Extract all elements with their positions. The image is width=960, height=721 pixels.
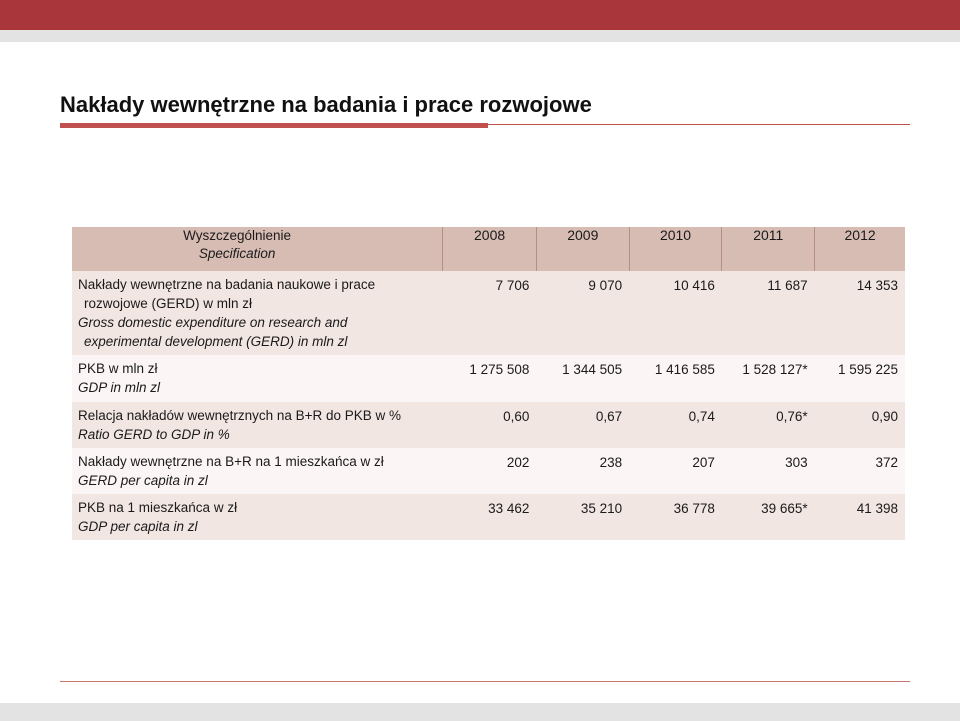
row-label-en-1: GDP per capita in zl [78,519,198,534]
cell-2008: 202 [443,448,537,494]
year-header-2010: 2010 [629,227,722,271]
row-label [72,448,443,494]
cell-2011: 303 [722,448,815,494]
row-label [72,402,443,448]
row-label-pl-2: rozwojowe (GERD) w mln zł [84,296,253,311]
cell-2009: 1 344 505 [536,355,629,402]
row-label [72,494,443,540]
cell-2010: 36 778 [629,494,722,540]
table-row-gerd-per-capita [72,448,905,494]
row-label-pl-1: Nakłady wewnętrzne na B+R na 1 mieszkańca w zł [78,454,384,469]
row-label-en-1: GDP in mln zl [78,380,161,395]
row-label-pl-1: PKB na 1 mieszkańca w zł [78,500,238,515]
specification-header [72,227,443,271]
cell-2009: 0,67 [536,402,629,448]
cell-2012: 1 595 225 [815,355,905,402]
cell-2008: 33 462 [443,494,537,540]
year-header-2011: 2011 [722,227,815,271]
table-header-row [72,227,905,271]
cell-2012: 372 [815,448,905,494]
cell-2011: 1 528 127* [722,355,815,402]
cell-2009: 9 070 [536,271,629,355]
cell-2010: 10 416 [629,271,722,355]
table-row-ratio [72,402,905,448]
row-label-en-1: Ratio GERD to GDP in % [78,427,230,442]
top-decorative-band [0,0,960,30]
row-label [72,271,443,355]
slide-title: Nakłady wewnętrzne na badania i prace rozwojowe [60,92,592,117]
row-label [72,355,443,402]
row-label-pl-1: Relacja nakładów wewnętrznych na B+R do PKB w % [78,408,402,423]
cell-2008: 7 706 [443,271,537,355]
cell-2010: 0,74 [629,402,722,448]
cell-2011: 0,76* [722,402,815,448]
cell-2012: 0,90 [815,402,905,448]
cell-2009: 35 210 [536,494,629,540]
title-underline-thick [60,123,488,128]
table-row-gdp-per-capita [72,494,905,540]
bottom-rule [60,681,910,682]
cell-2008: 0,60 [443,402,537,448]
bottom-grey-strip [0,703,960,721]
title-underline-thin [488,124,910,125]
year-header-2008: 2008 [443,227,537,271]
cell-2011: 11 687 [722,271,815,355]
cell-2010: 1 416 585 [629,355,722,402]
cell-2012: 14 353 [815,271,905,355]
cell-2012: 41 398 [815,494,905,540]
table-row-gdp [72,355,905,402]
specification-header-en: Specification [198,246,276,261]
cell-2009: 238 [536,448,629,494]
row-label-en-1: GERD per capita in zl [78,473,208,488]
year-header-2009: 2009 [536,227,629,271]
cell-2011: 39 665* [722,494,815,540]
year-header-2012: 2012 [815,227,905,271]
row-label-pl-1: PKB w mln zł [78,361,158,376]
cell-2010: 207 [629,448,722,494]
specification-header-pl: Wyszczególnienie [183,228,292,243]
row-label-en-2: experimental development (GERD) in mln zl [84,334,348,349]
row-label-en-1: Gross domestic expenditure on research and [78,315,348,330]
row-label-pl-1: Nakłady wewnętrzne na badania naukowe i prace [78,277,376,292]
gerd-table [72,227,905,540]
top-grey-strip [0,30,960,42]
table-row-gerd [72,271,905,355]
cell-2008: 1 275 508 [443,355,537,402]
